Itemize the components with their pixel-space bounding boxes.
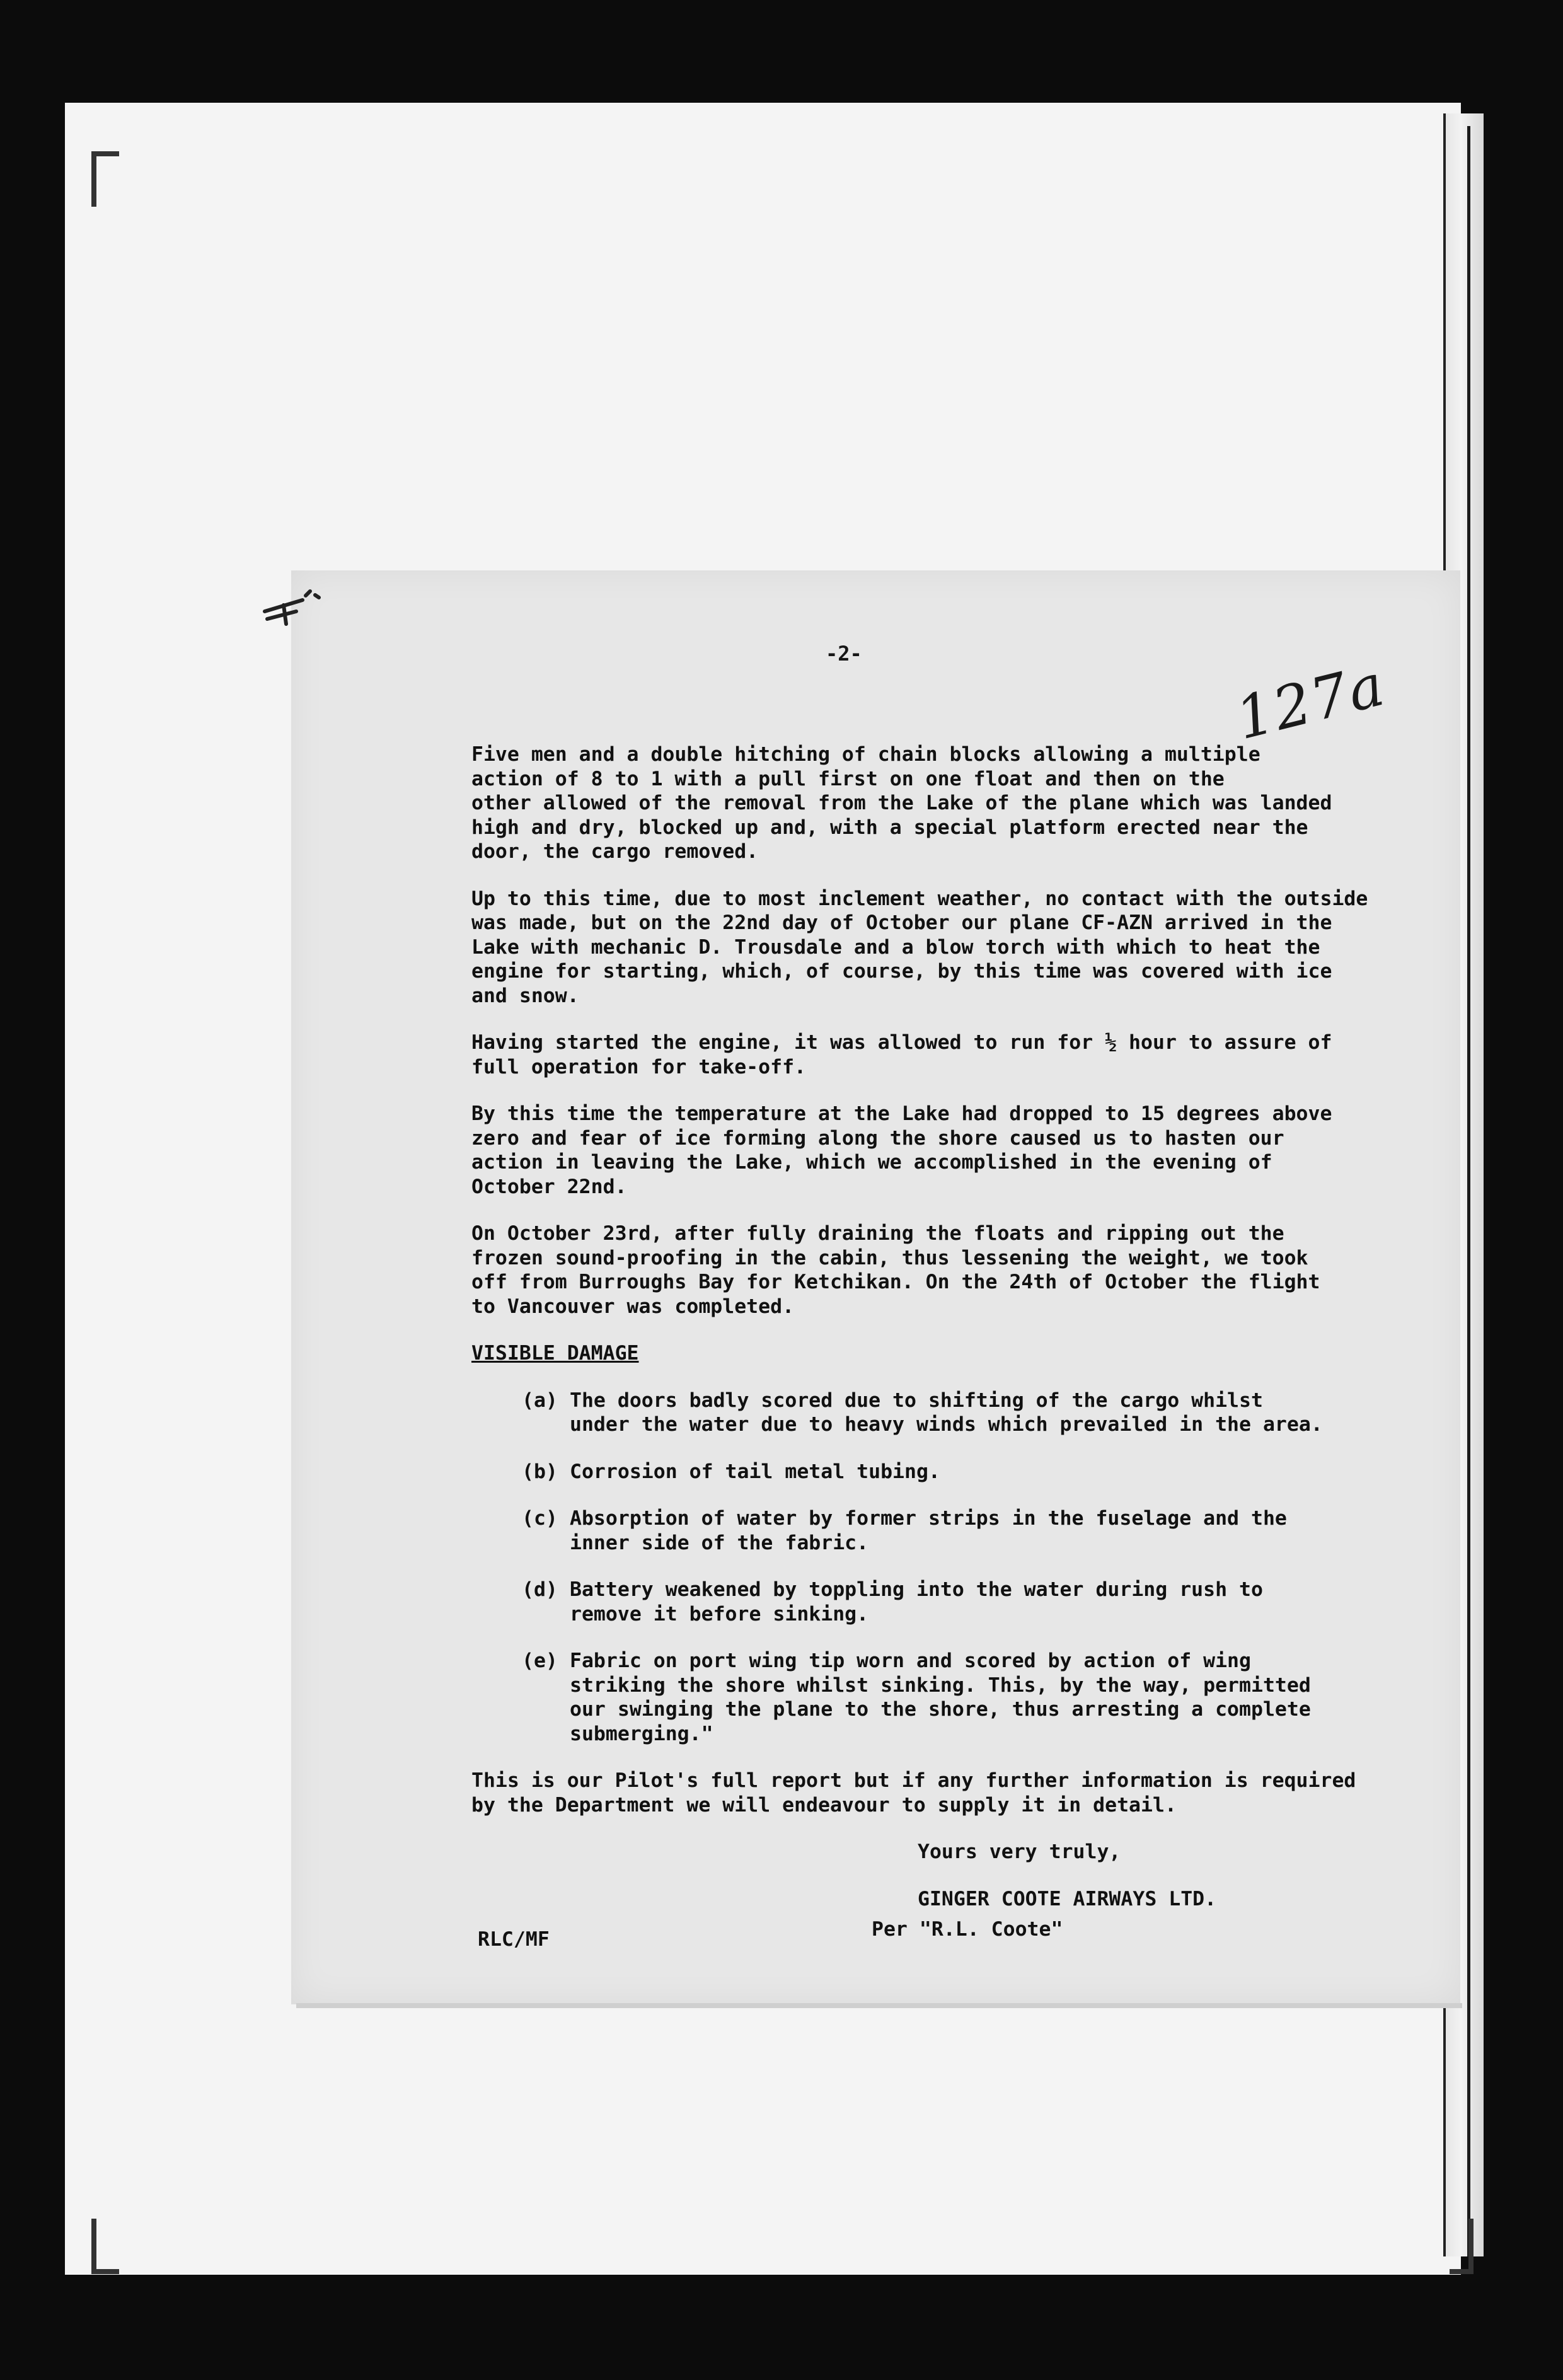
signature-line: Per "R.L. Coote" [872,1918,1063,1941]
signature-row [471,1917,1366,1951]
paragraph: Up to this time, due to most inclement weather, no contact with the outside was made, but on the 22nd day of October our plane CF-AZN arrived in the Lake with mechanic D. Trousdale and a blow torch with which to heat the engine for starting, which, of course, by this time was covered with ice and snow. [471,887,1368,1007]
list-item-marker: (c) [522,1507,558,1530]
section-heading: VISIBLE DAMAGE [471,1342,639,1365]
reference-initials: RLC/MF [478,1928,550,1951]
list-item-marker: (d) [522,1578,558,1601]
list-item-marker: (e) [522,1649,558,1672]
paragraph: Five men and a double hitching of chain blocks allowing a multiple action of 8 to 1 with a pull first on one float and then on the other allowed of the removal from the Lake of the plane which was landed high and dry, blocked up and, with a special platform erected near the door, the cargo removed. [471,743,1332,863]
list-item [522,1389,1366,1437]
sheet-shadow [296,2003,1462,2008]
list-item [522,1578,1366,1626]
list-item-text: Absorption of water by former strips in the fuselage and the inner side of the fabric. [570,1507,1287,1554]
crop-mark-bottom-right [1450,2219,1474,2274]
list-item [522,1506,1366,1555]
page-number: -2- [826,642,862,666]
crop-mark-bottom-left [91,2219,119,2274]
list-item-text: Fabric on port wing tip worn and scored by action of wing striking the shore whilst sinking. This, by the way, permitted our swinging the plane to the shore, thus arresting a complete submerging." [570,1649,1311,1745]
paragraph: On October 23rd, after fully draining the floats and ripping out the frozen sound-proofing in the cabin, thus lessening the weight, we took off from Burroughs Bay for Ketchikan. On the 24th of October the flight to Vancouver was completed. [471,1222,1320,1318]
company-name: GINGER COOTE AIRWAYS LTD. [918,1887,1217,1910]
list-item-text: Corrosion of tail metal tubing. [570,1460,940,1483]
list-item [522,1460,1366,1484]
list-item [522,1649,1366,1746]
list-item-text: Battery weakened by toppling into the water during rush to remove it before sinking. [570,1578,1263,1626]
closing-paragraph: This is our Pilot's full report but if any further information is required by the Department we will endeavour to supply it in detail. [471,1769,1356,1817]
letter-body [471,742,1368,1951]
paragraph: Having started the engine, it was allowed to run for ½ hour to assure of full operation for take-off. [471,1031,1332,1078]
film-edge-line [1467,126,1470,2256]
list-item-marker: (b) [522,1460,558,1483]
handwritten-folio-number: 127a [1229,650,1392,753]
paragraph: By this time the temperature at the Lake had dropped to 15 degrees above zero and fear of ice forming along the shore caused us to hasten our action in leaving the Lake, which we accomplished in the evening of October 22nd. [471,1102,1332,1198]
list-item-marker: (a) [522,1389,558,1412]
staple-mark-icon [258,586,334,656]
crop-mark-top-left [91,151,119,207]
list-item-text: The doors badly scored due to shifting of the cargo whilst under the water due to heavy winds which prevailed in the area. [570,1389,1323,1436]
valediction: Yours very truly, [918,1840,1121,1863]
